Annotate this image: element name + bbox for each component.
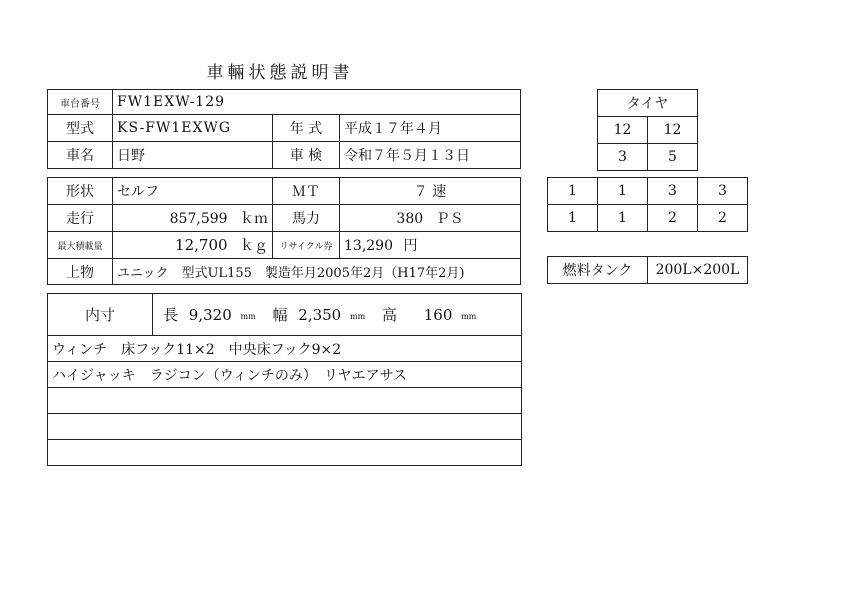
chassis-number-value: FW1EXW-129 [113,90,521,115]
width-label: 幅 [272,306,288,324]
recycle-value: 13,290 [344,238,393,254]
tire-cell: 1 [548,178,598,205]
tire-cell: 2 [648,205,698,232]
note-line: ウィンチ 床フック11×2 中央床フック9×2 [48,336,522,362]
recycle-unit: 円 [403,238,418,254]
tire-cell: 12 [598,117,648,144]
max-load-value: 12,700 [175,236,228,254]
maker-label: 車名 [48,142,113,169]
model-value: KS-FW1EXWG [113,115,273,142]
tire-table [597,89,698,171]
mileage-unit: ｋｍ [240,211,268,227]
upper-equipment-label: 上物 [48,259,113,285]
fuel-tank-value: 200L×200L [648,257,748,284]
document-title: 車輛状態説明書 [206,63,354,83]
height-value: 160 [423,306,453,324]
note-line [48,388,522,414]
inner-dimension-label: 内寸 [48,294,153,336]
recycle-label: リサイクル券 [273,232,340,259]
length-value: 9,320 [188,306,232,324]
chassis-number-label: 車台番号 [48,90,113,115]
mileage-label: 走行 [48,205,113,232]
tire-cell: 1 [598,205,648,232]
note-line [48,414,522,440]
shape-value: セルフ [113,178,273,205]
power-label: 馬力 [273,205,340,232]
width-unit: mm [350,311,366,321]
tire-cell: 12 [648,117,698,144]
fuel-tank-table [547,256,748,284]
height-unit: mm [461,311,477,321]
power-unit: ＰＳ [435,211,464,227]
max-load-unit: ｋｇ [240,238,268,254]
vehicle-id-table [47,89,521,169]
inspection-value: 令和７年５月１３日 [340,142,521,169]
tire-cell: 3 [598,144,648,171]
height-label: 高 [381,306,397,324]
tire-cell: 1 [548,205,598,232]
tire-cell: 1 [598,178,648,205]
tire-cell: 3 [698,178,748,205]
tire-header: タイヤ [598,90,698,117]
note-line [48,440,522,466]
tire-cell: 2 [698,205,748,232]
tire-cell: 5 [648,144,698,171]
dimensions-table [47,293,522,466]
mileage-value: 857,599 [169,211,228,227]
note-line: ハイジャッキ ラジコン（ウィンチのみ） リヤエアサス [48,362,522,388]
shape-label: 形状 [48,178,113,205]
specs-table [47,177,521,285]
transmission-label: ＭＴ [273,178,340,205]
maker-value: 日野 [113,142,273,169]
transmission-value: ７ 速 [340,178,521,205]
width-value: 2,350 [298,306,342,324]
max-load-label: 最大積載量 [48,232,113,259]
length-label: 長 [163,306,179,324]
inspection-label: 車 検 [273,142,340,169]
rear-tire-table [547,177,748,232]
model-label: 型式 [48,115,113,142]
year-value: 平成１７年４月 [340,115,521,142]
length-unit: mm [240,311,256,321]
tire-cell: 3 [648,178,698,205]
upper-equipment-value: ユニック 型式UL155 製造年月2005年2月（H17年2月) [113,259,521,285]
fuel-tank-label: 燃料タンク [548,257,648,284]
power-value: 380 [396,211,424,227]
year-label: 年 式 [273,115,340,142]
